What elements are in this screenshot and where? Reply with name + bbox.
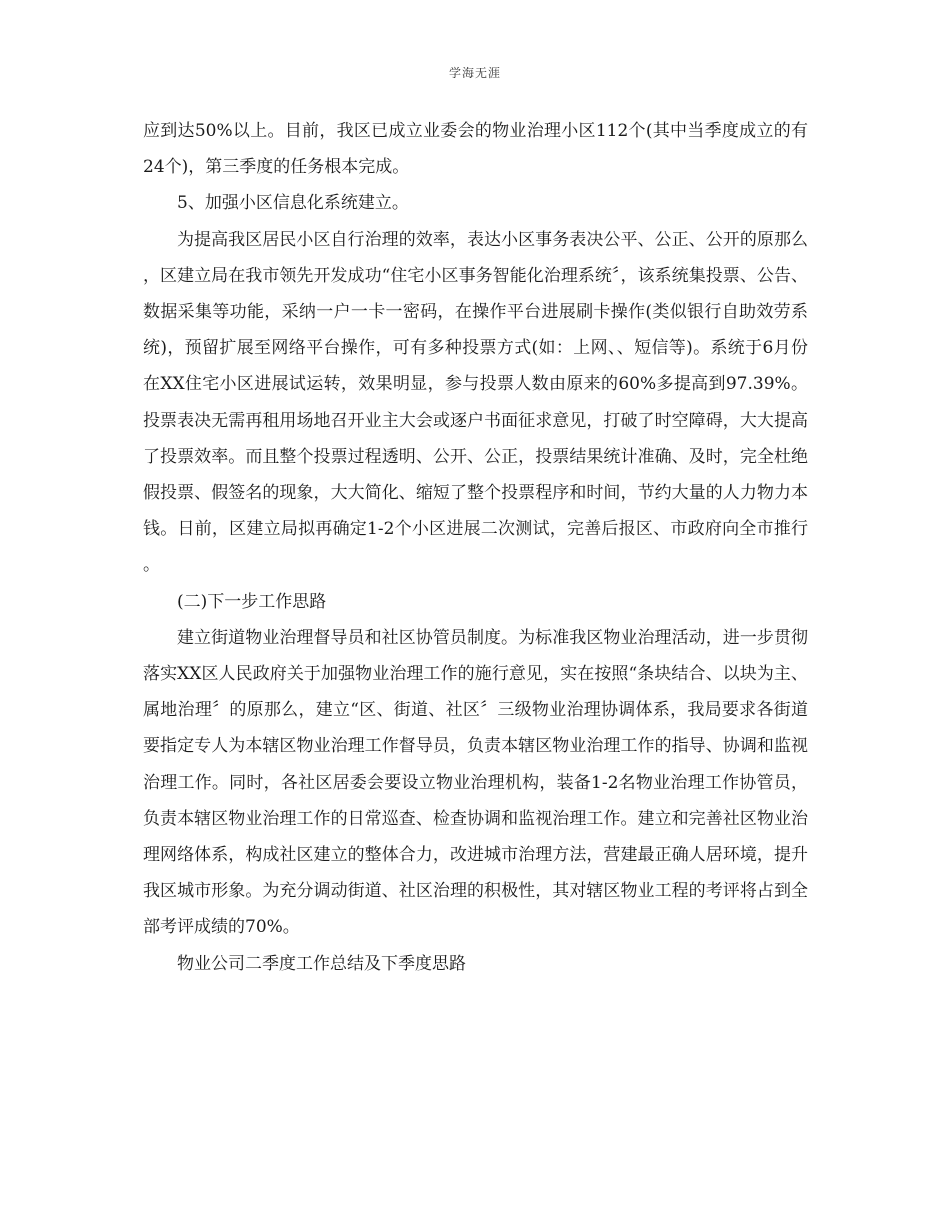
paragraph-next-steps: 建立街道物业治理督导员和社区协管员制度。为标准我区物业治理活动，进一步贯彻落实XX区人民政府关于加强物业治理工作的施行意见，实在按照“条块结合、以块为主、属地治理〞的原那么，建立“区、街道、社区〞三级物业治理协调体系，我局要求各街道要指定专人为本辖区物业治理工作督导员，负责本辖区物业治理工作的指导、协调和监视治理工作。同时，各社区居委会要设立物业治理机构，装备1-2名物业治理工作协管员，负责本辖区物业治理工作的日常巡查、检查协调和监视治理工作。建立和完善社区物业治理网络体系，构成社区建立的整体合力，改进城市治理方法，营建最正确人居环境，提升我区城市形象。为充分调动街道、社区治理的积极性，其对辖区物业工程的考评将占到全部考评成绩的70%。 (143, 627, 808, 938)
closing-title: 物业公司二季度工作总结及下季度思路 (177, 953, 466, 974)
paragraph-continuation: 应到达50%以上。目前，我区已成立业委会的物业治理小区112个(其中当季度成立的有24个)，第三季度的任务根本完成。 (143, 121, 808, 178)
section-heading-next-steps: (二)下一步工作思路 (177, 591, 327, 612)
paragraph-info-system: 为提高我区居民小区自行治理的效率，表达小区事务表决公平、公正、公开的原那么，区建立局在我市领先开发成功“住宅小区事务智能化治理系统〞，该系统集投票、公告、数据采集等功能，采纳一户一卡一密码，在操作平台进展刷卡操作(类似银行自助效劳系统)，预留扩展至网络平台操作，可有多种投票方式(如：上网、、短信等)。系统于6月份在XX住宅小区进展试运转，效果明显，参与投票人数由原来的60%多提高到97.39%。投票表决无需再租用场地召开业主大会或逐户书面征求意见，打破了时空障碍，大大提高了投票效率。而且整个投票过程透明、公开、公正，投票结果统计准确、及时，完全杜绝假投票、假签名的现象，大大简化、缩短了整个投票程序和时间，节约大量的人力物力本钱。日前，区建立局拟再确定1-2个小区进展二次测试，完善后报区、市政府向全市推行。 (143, 229, 808, 576)
document-body (143, 113, 808, 982)
header-text: 学海无涯 (448, 66, 501, 80)
page-header (0, 64, 950, 81)
section-heading-info-system: 5、加强小区信息化系统建立。 (177, 193, 409, 214)
